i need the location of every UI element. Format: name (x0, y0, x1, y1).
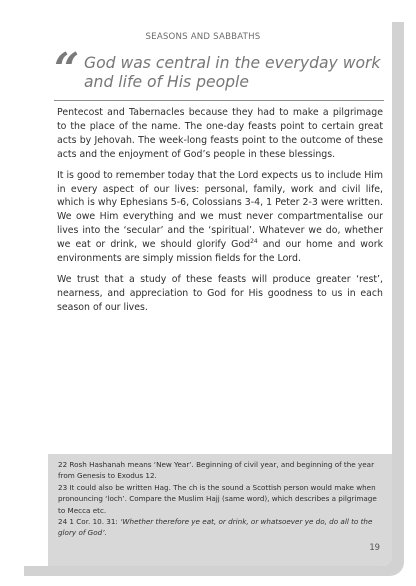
running-head: SEASONS AND SABBATHS (145, 32, 261, 42)
footnote-22: 22 Rosh Hashanah means ‘New Year’. Beginning of civil year, and beginning of the year from Genesis to Exodus 12. (58, 460, 375, 481)
footnote-24-prefix: 24 1 Cor. 10. 31: (58, 517, 121, 527)
paragraph-2-text-end: and our home and work environments are simply mission fields for the Lord. (57, 239, 383, 265)
body-text (57, 106, 383, 322)
footnotes-list (58, 459, 386, 539)
paragraph-1: Pentecost and Tabernacles because they had to make a pilgrimage to the place of the name. The one-day feasts point to certain great acts by Jehovah. The week-long feasts point to the outcome of these acts and the enjoyment of God’s people in these blessings. (57, 107, 383, 160)
footnote-23: 23 It could also be written Hag. The ch is the sound a Scottish person would make when pronouncing ‘loch’. Compare the Muslim Hajj (same word), which describes a pilgrimage to Mecca etc. (58, 482, 377, 515)
paragraph-2 (57, 169, 383, 266)
footnote-24 (58, 516, 386, 539)
pull-quote-divider (54, 100, 384, 101)
footnote-reference-24[interactable]: 24 (250, 238, 258, 246)
page-number: 19 (369, 542, 380, 552)
paragraph-3: We trust that a study of these feasts will produce greater ‘rest’, nearness, and appreciation to God for His goodness to us in each season of our lives. (57, 273, 383, 313)
footnote-24-quote: ‘Whether therefore ye eat, or drink, or whatsoever ye do, do all to the glory of God’ (58, 517, 373, 538)
paragraph-2-text: It is good to remember today that the Lord expects us to include Him in every aspect of our lives: personal, family, work and civil life, which is why Ephesians 5-6, Colossians 3-4, 1 Peter 2-3 were written. We owe Him everything and we must never compartmentalise our lives into the ‘secular’ and the ‘spiritual’. Whatever we do, whether we eat or drink, we should glorify God (57, 169, 383, 251)
book-page (14, 14, 392, 566)
footnote-24-suffix: . (104, 528, 107, 538)
footnotes-box (48, 454, 392, 566)
pull-quote-text: God was central in the everyday work and life of His people (84, 54, 381, 91)
quote-mark-icon: “ (54, 44, 80, 95)
